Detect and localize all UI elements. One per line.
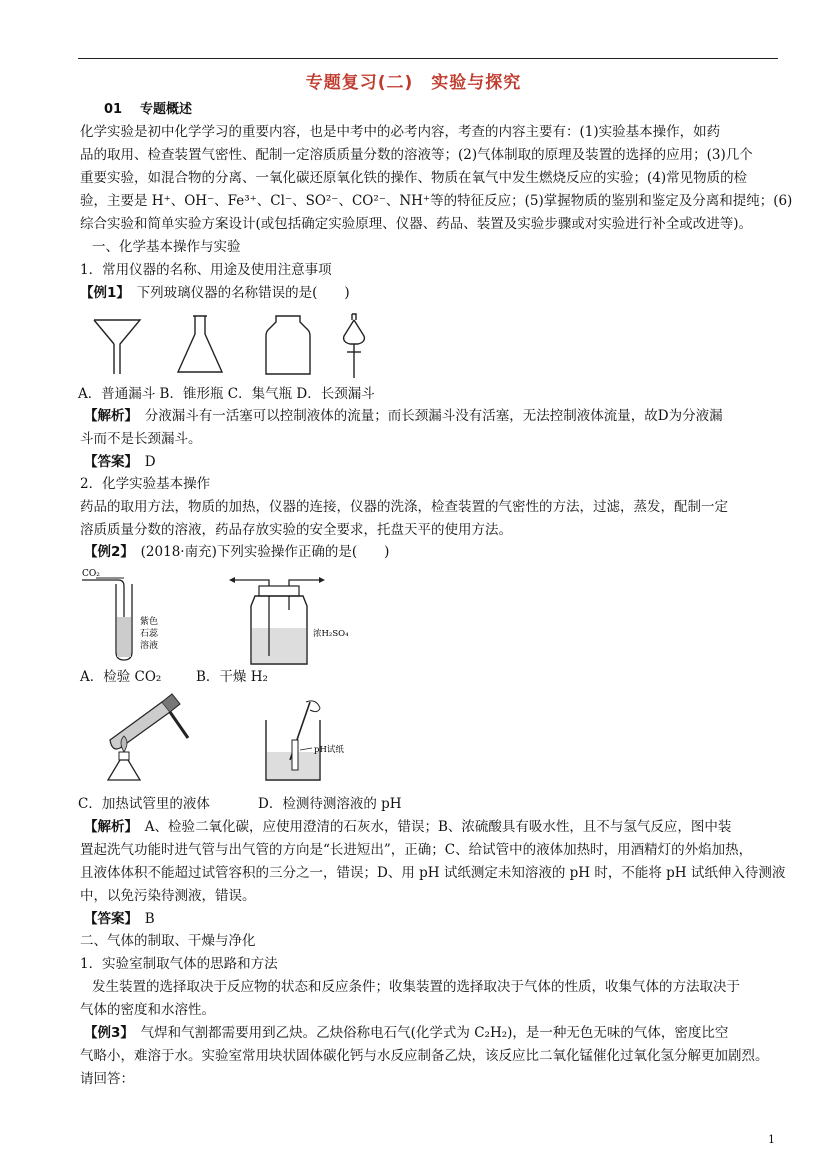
body-line: 药品的取用方法，物质的加热，仪器的连接，仪器的洗涤，检查装置的气密性的方法，过滤，蒸发，配制一定 (80, 499, 728, 515)
example-text: 请回答： (80, 1071, 134, 1087)
example-tag: 【例3】 (84, 1025, 128, 1041)
intro-line: 品的取用、检查装置气密性、配制一定溶质质量分数的溶液等；(2)气体制取的原理及装置的选择的应用；(3)几个 (80, 147, 753, 163)
analysis-text: 中，以免污染待测液，错误。 (80, 888, 256, 904)
page-number: 1 (768, 1133, 775, 1146)
section-heading: 一、化学基本操作与实验 (92, 239, 241, 255)
overview-label: 专题概述 (140, 102, 193, 117)
figure-a-co2-test (80, 562, 170, 667)
litmus-label: 石蕊 (140, 629, 159, 639)
figure-b-gas-drying (225, 570, 349, 670)
option-a-label: A．检验 CO₂ (80, 669, 162, 685)
analysis-text: 斗而不是长颈漏斗。 (80, 431, 202, 447)
analysis-text: 置起洗气功能时进气管与出气管的方向是“长进短出”，正确；C、给试管中的液体加热时，用酒精灯的外焰加热， (80, 842, 753, 858)
analysis-text: A、检验二氧化碳，应使用澄清的石灰水，错误；B、浓硫酸具有吸水性，且不与氢气反应，图中装 (131, 819, 732, 835)
body-line: 发生装置的选择取决于反应物的状态和反应条件；收集装置的选择取决于气体的性质，收集气体的方法取决于 (92, 979, 740, 995)
body-line: 气体的密度和水溶性。 (80, 1002, 215, 1018)
litmus-label: 溶液 (140, 641, 159, 651)
page-title: 专题复习(二) 实验与探究 (305, 73, 522, 93)
figure-c-heating (100, 690, 210, 790)
example-2-analysis (84, 816, 731, 839)
overview-number: 01 (104, 102, 123, 117)
answer-tag: 【答案】 (84, 911, 132, 927)
example-3-question (84, 1022, 728, 1045)
answer-text: D (131, 454, 156, 470)
gas-jar-icon (266, 316, 310, 374)
subsection-heading: 2．化学实验基本操作 (80, 476, 211, 492)
example-tag: 【例1】 (80, 285, 124, 301)
glassware-figure (88, 312, 378, 382)
co2-label: CO₂ (82, 569, 100, 579)
example-1-question (80, 282, 350, 305)
litmus-label: 紫色 (140, 617, 159, 627)
section-heading: 二、气体的制取、干燥与净化 (80, 933, 256, 949)
example-text: 下列玻璃仪器的名称错误的是( ) (123, 285, 350, 301)
subsection-heading: 1．常用仪器的名称、用途及使用注意事项 (80, 262, 332, 278)
example-text: (2018·南充)下列实验操作正确的是( ) (127, 544, 390, 560)
example-2-question (84, 541, 389, 564)
intro-line: 重要实验，如混合物的分离、一氧化碳还原氧化铁的操作、物质在氧气中发生燃烧反应的实验；(4)常见物质的检 (80, 170, 748, 186)
funnel-icon (94, 320, 140, 374)
h2so4-label: 浓H₂SO₄ (313, 629, 349, 639)
conical-flask-icon (178, 316, 222, 372)
example-tag: 【例2】 (84, 544, 128, 560)
ph-paper-label: pH试纸 (314, 745, 344, 755)
figure-d-ph-test (260, 700, 380, 790)
example-1-analysis (84, 405, 723, 428)
example-text: 气焊和气割都需要用到乙炔。乙炔俗称电石气(化学式为 C₂H₂)，是一种无色无味的气体，密度比空 (127, 1025, 729, 1041)
analysis-text: 且液体体积不能超过试管容积的三分之一，错误；D、用 pH 试纸测定未知溶液的 pH 时，不能将 pH 试纸伸入待测液 (80, 865, 786, 881)
answer-text: B (131, 911, 155, 927)
example-1-options: A．普通漏斗 B．锥形瓶 C．集气瓶 D．长颈漏斗 (78, 386, 375, 402)
example-text: 气略小，难溶于水。实验室常用块状固体碳化钙与水反应制备乙炔，该反应比二氧化锰催化过氧化氢分解更加剧烈。 (80, 1048, 769, 1064)
separating-funnel-icon (344, 314, 365, 378)
intro-line: 综合实验和简单实验方案设计(或包括确定实验原理、仪器、药品、装置及实验步骤或对实验进行补全或改进等)。 (80, 216, 753, 232)
analysis-text: 分液漏斗有一活塞可以控制液体的流量；而长颈漏斗没有活塞，无法控制液体流量，故D为分液漏 (131, 408, 723, 424)
option-c-label: C．加热试管里的液体 (78, 796, 210, 812)
intro-line: 化学实验是初中化学学习的重要内容，也是中考中的必考内容，考查的内容主要有：(1)实验基本操作，如药 (80, 124, 721, 140)
analysis-tag: 【解析】 (84, 819, 132, 835)
answer-tag: 【答案】 (84, 454, 132, 470)
example-2-answer (84, 908, 155, 931)
option-b-label: B．干燥 H₂ (196, 669, 268, 685)
option-d-label: D．检测待测溶液的 pH (258, 796, 402, 812)
subsection-heading: 1．实验室制取气体的思路和方法 (80, 956, 278, 972)
header-rule (78, 58, 778, 59)
body-line: 溶质质量分数的溶液，药品存放实验的安全要求，托盘天平的使用方法。 (80, 522, 512, 538)
analysis-tag: 【解析】 (84, 408, 132, 424)
example-1-answer (84, 451, 156, 474)
intro-line: 验，主要是 H⁺、OH⁻、Fe³⁺、Cl⁻、SO²⁻、CO²⁻、NH⁺等的特征反应；(5)掌握物质的鉴别和鉴定及分离和提纯；(6) (80, 193, 793, 209)
